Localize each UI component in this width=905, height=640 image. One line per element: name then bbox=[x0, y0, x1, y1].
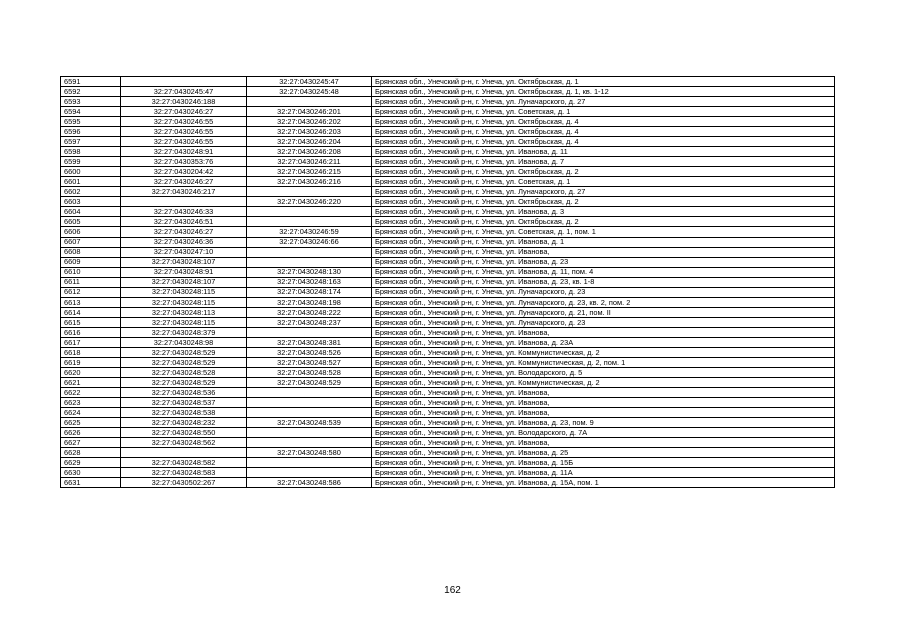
table-row bbox=[61, 337, 835, 347]
row-number-cell: 6595 bbox=[61, 117, 121, 127]
cadastral-number-cell: 32:27:0430246:188 bbox=[121, 97, 247, 107]
row-number-cell: 6629 bbox=[61, 458, 121, 468]
object-cadastral-number-cell: 32:27:0430246:215 bbox=[247, 167, 372, 177]
row-number-cell: 6607 bbox=[61, 237, 121, 247]
row-number-cell: 6609 bbox=[61, 257, 121, 267]
address-cell: Брянская обл., Унечский р-н, г. Унеча, ул. Иванова, bbox=[372, 438, 835, 448]
object-cadastral-number-cell: 32:27:0430246:216 bbox=[247, 177, 372, 187]
object-cadastral-number-cell: 32:27:0430246:204 bbox=[247, 137, 372, 147]
address-cell: Брянская обл., Унечский р-н, г. Унеча, ул. Октябрьская, д. 1 bbox=[372, 77, 835, 87]
address-cell: Брянская обл., Унечский р-н, г. Унеча, ул. Иванова, д. 11, пом. 4 bbox=[372, 267, 835, 277]
cadastral-number-cell: 32:27:0430248:107 bbox=[121, 257, 247, 267]
object-cadastral-number-cell: 32:27:0430246:201 bbox=[247, 107, 372, 117]
address-cell: Брянская обл., Унечский р-н, г. Унеча, ул. Володарского, д. 5 bbox=[372, 367, 835, 377]
address-cell: Брянская обл., Унечский р-н, г. Унеча, ул. Иванова, д. 11 bbox=[372, 147, 835, 157]
cadastral-number-cell: 32:27:0430248:583 bbox=[121, 468, 247, 478]
row-number-cell: 6591 bbox=[61, 77, 121, 87]
cadastral-number-cell: 32:27:0430246:33 bbox=[121, 207, 247, 217]
row-number-cell: 6600 bbox=[61, 167, 121, 177]
row-number-cell: 6622 bbox=[61, 387, 121, 397]
table-row bbox=[61, 137, 835, 147]
object-cadastral-number-cell: 32:27:0430248:174 bbox=[247, 287, 372, 297]
cadastral-number-cell: 32:27:0430248:529 bbox=[121, 357, 247, 367]
object-cadastral-number-cell bbox=[247, 217, 372, 227]
cadastral-number-cell: 32:27:0430246:55 bbox=[121, 137, 247, 147]
table-row bbox=[61, 117, 835, 127]
row-number-cell: 6606 bbox=[61, 227, 121, 237]
address-cell: Брянская обл., Унечский р-н, г. Унеча, ул. Иванова, bbox=[372, 247, 835, 257]
table-row bbox=[61, 147, 835, 157]
address-cell: Брянская обл., Унечский р-н, г. Унеча, ул. Коммунистическая, д. 2 bbox=[372, 377, 835, 387]
table-row bbox=[61, 357, 835, 367]
table-row bbox=[61, 87, 835, 97]
address-cell: Брянская обл., Унечский р-н, г. Унеча, ул. Иванова, д. 1 bbox=[372, 237, 835, 247]
cadastral-number-cell: 32:27:0430248:538 bbox=[121, 408, 247, 418]
table-row bbox=[61, 157, 835, 167]
cadastral-number-cell: 32:27:0430248:582 bbox=[121, 458, 247, 468]
row-number-cell: 6598 bbox=[61, 147, 121, 157]
address-cell: Брянская обл., Унечский р-н, г. Унеча, ул. Коммунистическая, д. 2 bbox=[372, 347, 835, 357]
object-cadastral-number-cell bbox=[247, 458, 372, 468]
row-number-cell: 6601 bbox=[61, 177, 121, 187]
object-cadastral-number-cell bbox=[247, 187, 372, 197]
table-row bbox=[61, 408, 835, 418]
cadastral-number-cell: 32:27:0430248:91 bbox=[121, 147, 247, 157]
table-row bbox=[61, 418, 835, 428]
table-row bbox=[61, 478, 835, 488]
registry-table-body bbox=[61, 77, 835, 488]
object-cadastral-number-cell: 32:27:0430248:237 bbox=[247, 317, 372, 327]
cadastral-number-cell: 32:27:0430246:55 bbox=[121, 117, 247, 127]
row-number-cell: 6616 bbox=[61, 327, 121, 337]
row-number-cell: 6599 bbox=[61, 157, 121, 167]
object-cadastral-number-cell: 32:27:0430246:220 bbox=[247, 197, 372, 207]
row-number-cell: 6631 bbox=[61, 478, 121, 488]
object-cadastral-number-cell: 32:27:0430246:66 bbox=[247, 237, 372, 247]
row-number-cell: 6618 bbox=[61, 347, 121, 357]
row-number-cell: 6592 bbox=[61, 87, 121, 97]
table-row bbox=[61, 77, 835, 87]
object-cadastral-number-cell bbox=[247, 438, 372, 448]
cadastral-number-cell: 32:27:0430248:562 bbox=[121, 438, 247, 448]
cadastral-number-cell: 32:27:0430204:42 bbox=[121, 167, 247, 177]
row-number-cell: 6630 bbox=[61, 468, 121, 478]
row-number-cell: 6602 bbox=[61, 187, 121, 197]
row-number-cell: 6626 bbox=[61, 428, 121, 438]
table-row bbox=[61, 267, 835, 277]
row-number-cell: 6594 bbox=[61, 107, 121, 117]
row-number-cell: 6604 bbox=[61, 207, 121, 217]
row-number-cell: 6621 bbox=[61, 377, 121, 387]
object-cadastral-number-cell bbox=[247, 247, 372, 257]
address-cell: Брянская обл., Унечский р-н, г. Унеча, ул. Луначарского, д. 27 bbox=[372, 187, 835, 197]
object-cadastral-number-cell: 32:27:0430245:47 bbox=[247, 77, 372, 87]
table-row bbox=[61, 167, 835, 177]
cadastral-number-cell: 32:27:0430247:10 bbox=[121, 247, 247, 257]
registry-table bbox=[60, 76, 835, 488]
table-row bbox=[61, 127, 835, 137]
cadastral-number-cell: 32:27:0430246:217 bbox=[121, 187, 247, 197]
table-row bbox=[61, 307, 835, 317]
address-cell: Брянская обл., Унечский р-н, г. Унеча, ул. Иванова, д. 15Б bbox=[372, 458, 835, 468]
cadastral-number-cell: 32:27:0430248:529 bbox=[121, 347, 247, 357]
cadastral-number-cell: 32:27:0430248:113 bbox=[121, 307, 247, 317]
address-cell: Брянская обл., Унечский р-н, г. Унеча, ул. Октябрьская, д. 4 bbox=[372, 127, 835, 137]
table-row bbox=[61, 107, 835, 117]
cadastral-number-cell: 32:27:0430248:379 bbox=[121, 327, 247, 337]
object-cadastral-number-cell: 32:27:0430248:222 bbox=[247, 307, 372, 317]
row-number-cell: 6619 bbox=[61, 357, 121, 367]
object-cadastral-number-cell: 32:27:0430245:48 bbox=[247, 87, 372, 97]
row-number-cell: 6625 bbox=[61, 418, 121, 428]
address-cell: Брянская обл., Унечский р-н, г. Унеча, ул. Иванова, д. 23, пом. 9 bbox=[372, 418, 835, 428]
table-row bbox=[61, 257, 835, 267]
address-cell: Брянская обл., Унечский р-н, г. Унеча, ул. Октябрьская, д. 2 bbox=[372, 197, 835, 207]
address-cell: Брянская обл., Унечский р-н, г. Унеча, ул. Иванова, д. 23А bbox=[372, 337, 835, 347]
cadastral-number-cell: 32:27:0430246:51 bbox=[121, 217, 247, 227]
cadastral-number-cell: 32:27:0430248:98 bbox=[121, 337, 247, 347]
cadastral-number-cell bbox=[121, 77, 247, 87]
address-cell: Брянская обл., Унечский р-н, г. Унеча, ул. Октябрьская, д. 4 bbox=[372, 117, 835, 127]
address-cell: Брянская обл., Унечский р-н, г. Унеча, ул. Володарского, д. 7А bbox=[372, 428, 835, 438]
row-number-cell: 6628 bbox=[61, 448, 121, 458]
row-number-cell: 6627 bbox=[61, 438, 121, 448]
row-number-cell: 6612 bbox=[61, 287, 121, 297]
cadastral-number-cell: 32:27:0430248:91 bbox=[121, 267, 247, 277]
address-cell: Брянская обл., Унечский р-н, г. Унеча, ул. Иванова, bbox=[372, 387, 835, 397]
object-cadastral-number-cell bbox=[247, 207, 372, 217]
address-cell: Брянская обл., Унечский р-н, г. Унеча, ул. Луначарского, д. 27 bbox=[372, 97, 835, 107]
table-row bbox=[61, 367, 835, 377]
cadastral-number-cell: 32:27:0430248:537 bbox=[121, 398, 247, 408]
object-cadastral-number-cell: 32:27:0430248:163 bbox=[247, 277, 372, 287]
table-row bbox=[61, 297, 835, 307]
table-row bbox=[61, 347, 835, 357]
object-cadastral-number-cell: 32:27:0430248:130 bbox=[247, 267, 372, 277]
row-number-cell: 6596 bbox=[61, 127, 121, 137]
cadastral-number-cell: 32:27:0430246:27 bbox=[121, 177, 247, 187]
object-cadastral-number-cell: 32:27:0430246:208 bbox=[247, 147, 372, 157]
address-cell: Брянская обл., Унечский р-н, г. Унеча, ул. Луначарского, д. 23, кв. 2, пом. 2 bbox=[372, 297, 835, 307]
row-number-cell: 6623 bbox=[61, 398, 121, 408]
object-cadastral-number-cell: 32:27:0430248:539 bbox=[247, 418, 372, 428]
address-cell: Брянская обл., Унечский р-н, г. Унеча, ул. Коммунистическая, д. 2, пом. 1 bbox=[372, 357, 835, 367]
table-row bbox=[61, 277, 835, 287]
table-row bbox=[61, 448, 835, 458]
table-row bbox=[61, 97, 835, 107]
object-cadastral-number-cell: 32:27:0430248:381 bbox=[247, 337, 372, 347]
cadastral-number-cell: 32:27:0430246:27 bbox=[121, 227, 247, 237]
table-row bbox=[61, 197, 835, 207]
table-row bbox=[61, 237, 835, 247]
object-cadastral-number-cell: 32:27:0430248:580 bbox=[247, 448, 372, 458]
table-row bbox=[61, 398, 835, 408]
table-row bbox=[61, 428, 835, 438]
object-cadastral-number-cell: 32:27:0430248:198 bbox=[247, 297, 372, 307]
table-row bbox=[61, 468, 835, 478]
cadastral-number-cell: 32:27:0430246:27 bbox=[121, 107, 247, 117]
address-cell: Брянская обл., Унечский р-н, г. Унеча, ул. Луначарского, д. 21, пом. II bbox=[372, 307, 835, 317]
table-row bbox=[61, 438, 835, 448]
address-cell: Брянская обл., Унечский р-н, г. Унеча, ул. Советская, д. 1 bbox=[372, 107, 835, 117]
cadastral-number-cell: 32:27:0430353:76 bbox=[121, 157, 247, 167]
row-number-cell: 6613 bbox=[61, 297, 121, 307]
row-number-cell: 6597 bbox=[61, 137, 121, 147]
cadastral-number-cell: 32:27:0430248:115 bbox=[121, 297, 247, 307]
address-cell: Брянская обл., Унечский р-н, г. Унеча, ул. Октябрьская, д. 2 bbox=[372, 167, 835, 177]
address-cell: Брянская обл., Унечский р-н, г. Унеча, ул. Иванова, д. 7 bbox=[372, 157, 835, 167]
row-number-cell: 6614 bbox=[61, 307, 121, 317]
row-number-cell: 6593 bbox=[61, 97, 121, 107]
object-cadastral-number-cell bbox=[247, 468, 372, 478]
address-cell: Брянская обл., Унечский р-н, г. Унеча, ул. Луначарского, д. 23 bbox=[372, 287, 835, 297]
cadastral-number-cell: 32:27:0430248:529 bbox=[121, 377, 247, 387]
row-number-cell: 6603 bbox=[61, 197, 121, 207]
address-cell: Брянская обл., Унечский р-н, г. Унеча, ул. Иванова, д. 11А bbox=[372, 468, 835, 478]
row-number-cell: 6611 bbox=[61, 277, 121, 287]
cadastral-number-cell: 32:27:0430248:115 bbox=[121, 317, 247, 327]
address-cell: Брянская обл., Унечский р-н, г. Унеча, ул. Иванова, д. 23 bbox=[372, 257, 835, 267]
object-cadastral-number-cell bbox=[247, 257, 372, 267]
address-cell: Брянская обл., Унечский р-н, г. Унеча, ул. Луначарского, д. 23 bbox=[372, 317, 835, 327]
table-row bbox=[61, 217, 835, 227]
table-row bbox=[61, 317, 835, 327]
cadastral-number-cell: 32:27:0430246:55 bbox=[121, 127, 247, 137]
page-number: 162 bbox=[444, 585, 461, 596]
cadastral-number-cell: 32:27:0430248:115 bbox=[121, 287, 247, 297]
table-row bbox=[61, 207, 835, 217]
address-cell: Брянская обл., Унечский р-н, г. Унеча, ул. Советская, д. 1, пом. 1 bbox=[372, 227, 835, 237]
row-number-cell: 6605 bbox=[61, 217, 121, 227]
address-cell: Брянская обл., Унечский р-н, г. Унеча, ул. Иванова, bbox=[372, 408, 835, 418]
table-row bbox=[61, 458, 835, 468]
table-row bbox=[61, 177, 835, 187]
cadastral-number-cell: 32:27:0430502:267 bbox=[121, 478, 247, 488]
object-cadastral-number-cell: 32:27:0430248:528 bbox=[247, 367, 372, 377]
object-cadastral-number-cell bbox=[247, 97, 372, 107]
object-cadastral-number-cell bbox=[247, 428, 372, 438]
cadastral-number-cell: 32:27:0430246:36 bbox=[121, 237, 247, 247]
address-cell: Брянская обл., Унечский р-н, г. Унеча, ул. Иванова, bbox=[372, 327, 835, 337]
object-cadastral-number-cell bbox=[247, 387, 372, 397]
cadastral-number-cell: 32:27:0430248:528 bbox=[121, 367, 247, 377]
object-cadastral-number-cell: 32:27:0430246:211 bbox=[247, 157, 372, 167]
address-cell: Брянская обл., Унечский р-н, г. Унеча, ул. Иванова, д. 15А, пом. 1 bbox=[372, 478, 835, 488]
address-cell: Брянская обл., Унечский р-н, г. Унеча, ул. Иванова, д. 25 bbox=[372, 448, 835, 458]
table-row bbox=[61, 227, 835, 237]
table-row bbox=[61, 287, 835, 297]
object-cadastral-number-cell: 32:27:0430246:203 bbox=[247, 127, 372, 137]
address-cell: Брянская обл., Унечский р-н, г. Унеча, ул. Иванова, bbox=[372, 398, 835, 408]
cadastral-number-cell: 32:27:0430248:550 bbox=[121, 428, 247, 438]
object-cadastral-number-cell bbox=[247, 398, 372, 408]
address-cell: Брянская обл., Унечский р-н, г. Унеча, ул. Иванова, д. 3 bbox=[372, 207, 835, 217]
object-cadastral-number-cell: 32:27:0430248:526 bbox=[247, 347, 372, 357]
table-row bbox=[61, 187, 835, 197]
object-cadastral-number-cell: 32:27:0430248:527 bbox=[247, 357, 372, 367]
address-cell: Брянская обл., Унечский р-н, г. Унеча, ул. Октябрьская, д. 4 bbox=[372, 137, 835, 147]
table-row bbox=[61, 377, 835, 387]
row-number-cell: 6624 bbox=[61, 408, 121, 418]
object-cadastral-number-cell: 32:27:0430248:529 bbox=[247, 377, 372, 387]
object-cadastral-number-cell: 32:27:0430246:59 bbox=[247, 227, 372, 237]
row-number-cell: 6617 bbox=[61, 337, 121, 347]
table-row bbox=[61, 387, 835, 397]
row-number-cell: 6615 bbox=[61, 317, 121, 327]
row-number-cell: 6610 bbox=[61, 267, 121, 277]
address-cell: Брянская обл., Унечский р-н, г. Унеча, ул. Октябрьская, д. 1, кв. 1-12 bbox=[372, 87, 835, 97]
table-row bbox=[61, 327, 835, 337]
cadastral-number-cell: 32:27:0430248:107 bbox=[121, 277, 247, 287]
cadastral-number-cell bbox=[121, 197, 247, 207]
table-row bbox=[61, 247, 835, 257]
address-cell: Брянская обл., Унечский р-н, г. Унеча, ул. Октябрьская, д. 2 bbox=[372, 217, 835, 227]
object-cadastral-number-cell: 32:27:0430248:586 bbox=[247, 478, 372, 488]
cadastral-number-cell: 32:27:0430248:232 bbox=[121, 418, 247, 428]
address-cell: Брянская обл., Унечский р-н, г. Унеча, ул. Иванова, д. 23, кв. 1-8 bbox=[372, 277, 835, 287]
object-cadastral-number-cell bbox=[247, 408, 372, 418]
address-cell: Брянская обл., Унечский р-н, г. Унеча, ул. Советская, д. 1 bbox=[372, 177, 835, 187]
cadastral-number-cell bbox=[121, 448, 247, 458]
object-cadastral-number-cell bbox=[247, 327, 372, 337]
row-number-cell: 6620 bbox=[61, 367, 121, 377]
row-number-cell: 6608 bbox=[61, 247, 121, 257]
cadastral-number-cell: 32:27:0430245:47 bbox=[121, 87, 247, 97]
object-cadastral-number-cell: 32:27:0430246:202 bbox=[247, 117, 372, 127]
cadastral-number-cell: 32:27:0430248:536 bbox=[121, 387, 247, 397]
